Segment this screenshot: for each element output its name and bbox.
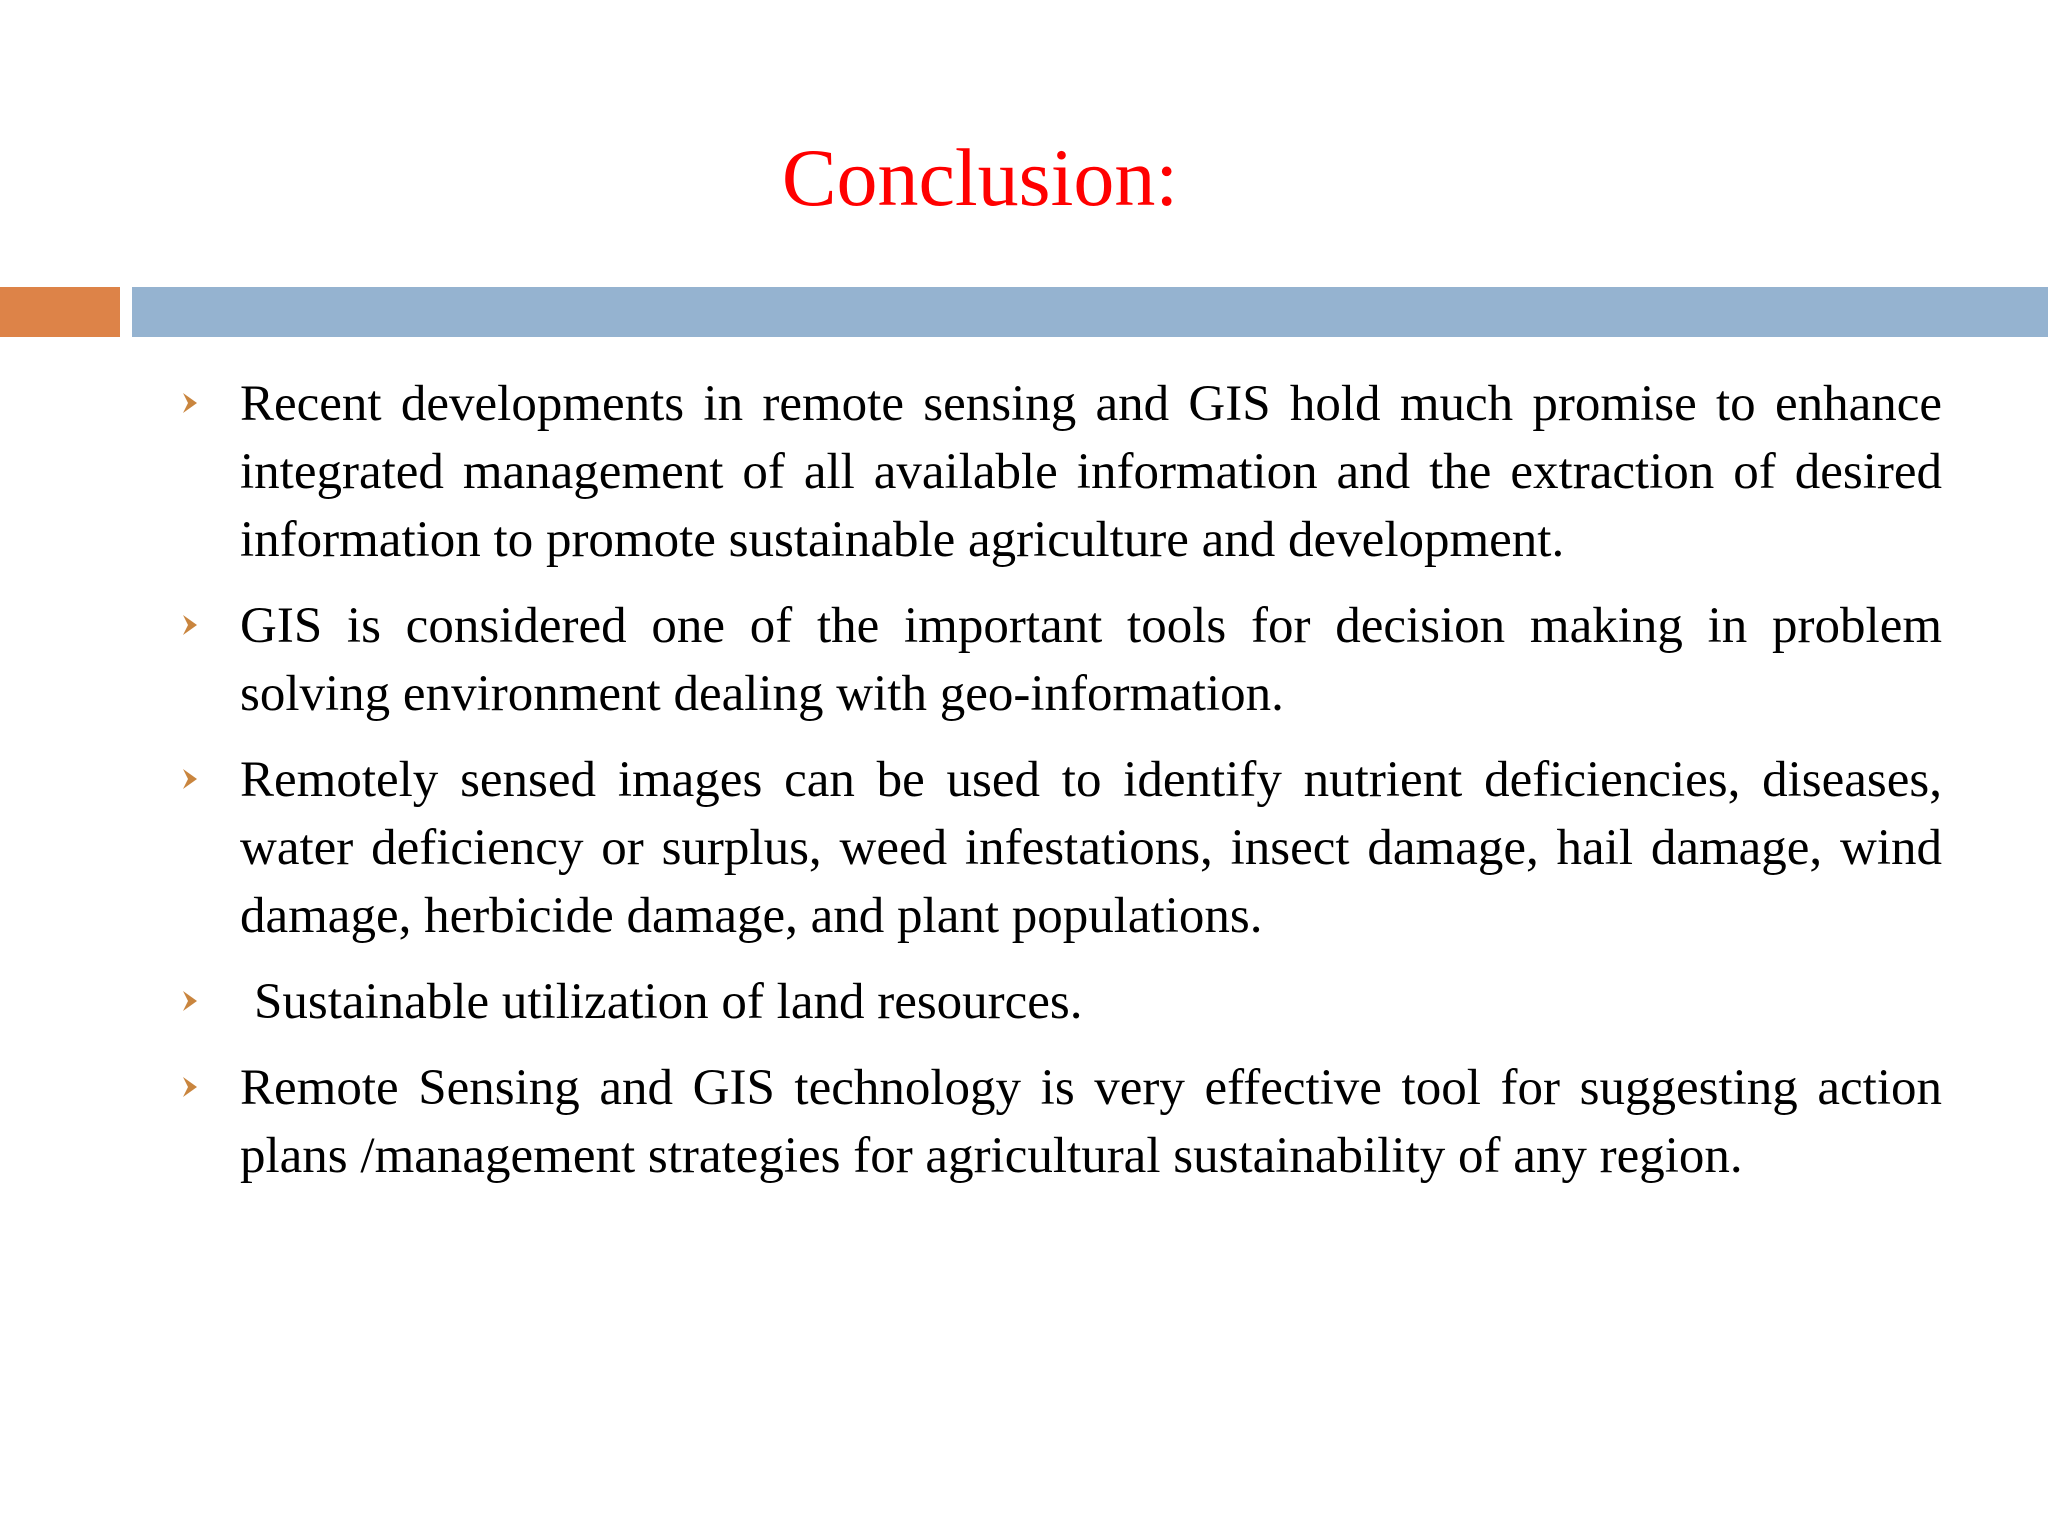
- arrowhead-bullet-icon: [182, 392, 198, 414]
- bullet-item: [180, 592, 1942, 728]
- bullet-text: Remote Sensing and GIS technology is very effective tool for suggesting action plans /management strategies for agricultural sustainability of any region.: [240, 1060, 1942, 1184]
- bullet-item: [180, 1054, 1942, 1190]
- title-divider-bar: [132, 287, 2048, 337]
- bullet-item: [180, 370, 1942, 574]
- bullet-list: [180, 370, 1942, 1208]
- arrowhead-bullet-icon: [182, 990, 198, 1012]
- bullet-item: [180, 746, 1942, 950]
- arrowhead-bullet-icon: [182, 614, 198, 636]
- arrowhead-bullet-icon: [182, 768, 198, 790]
- arrowhead-bullet-icon: [182, 1076, 198, 1098]
- bullet-text: GIS is considered one of the important tools for decision making in problem solving environment dealing with geo-information.: [240, 598, 1942, 722]
- bullet-text: Remotely sensed images can be used to identify nutrient deficiencies, diseases, water deficiency or surplus, weed infestations, insect damage, hail damage, wind damage, herbicide damage, and plant populations.: [240, 752, 1942, 944]
- slide-title: Conclusion:: [781, 132, 1179, 223]
- accent-bar: [0, 287, 120, 337]
- bullet-text: Sustainable utilization of land resources.: [254, 974, 1083, 1030]
- bullet-text: Recent developments in remote sensing and GIS hold much promise to enhance integrated management of all available information and the extraction of desired information to promote sustainable agriculture and development.: [240, 376, 1942, 568]
- bullet-item: [180, 968, 1942, 1036]
